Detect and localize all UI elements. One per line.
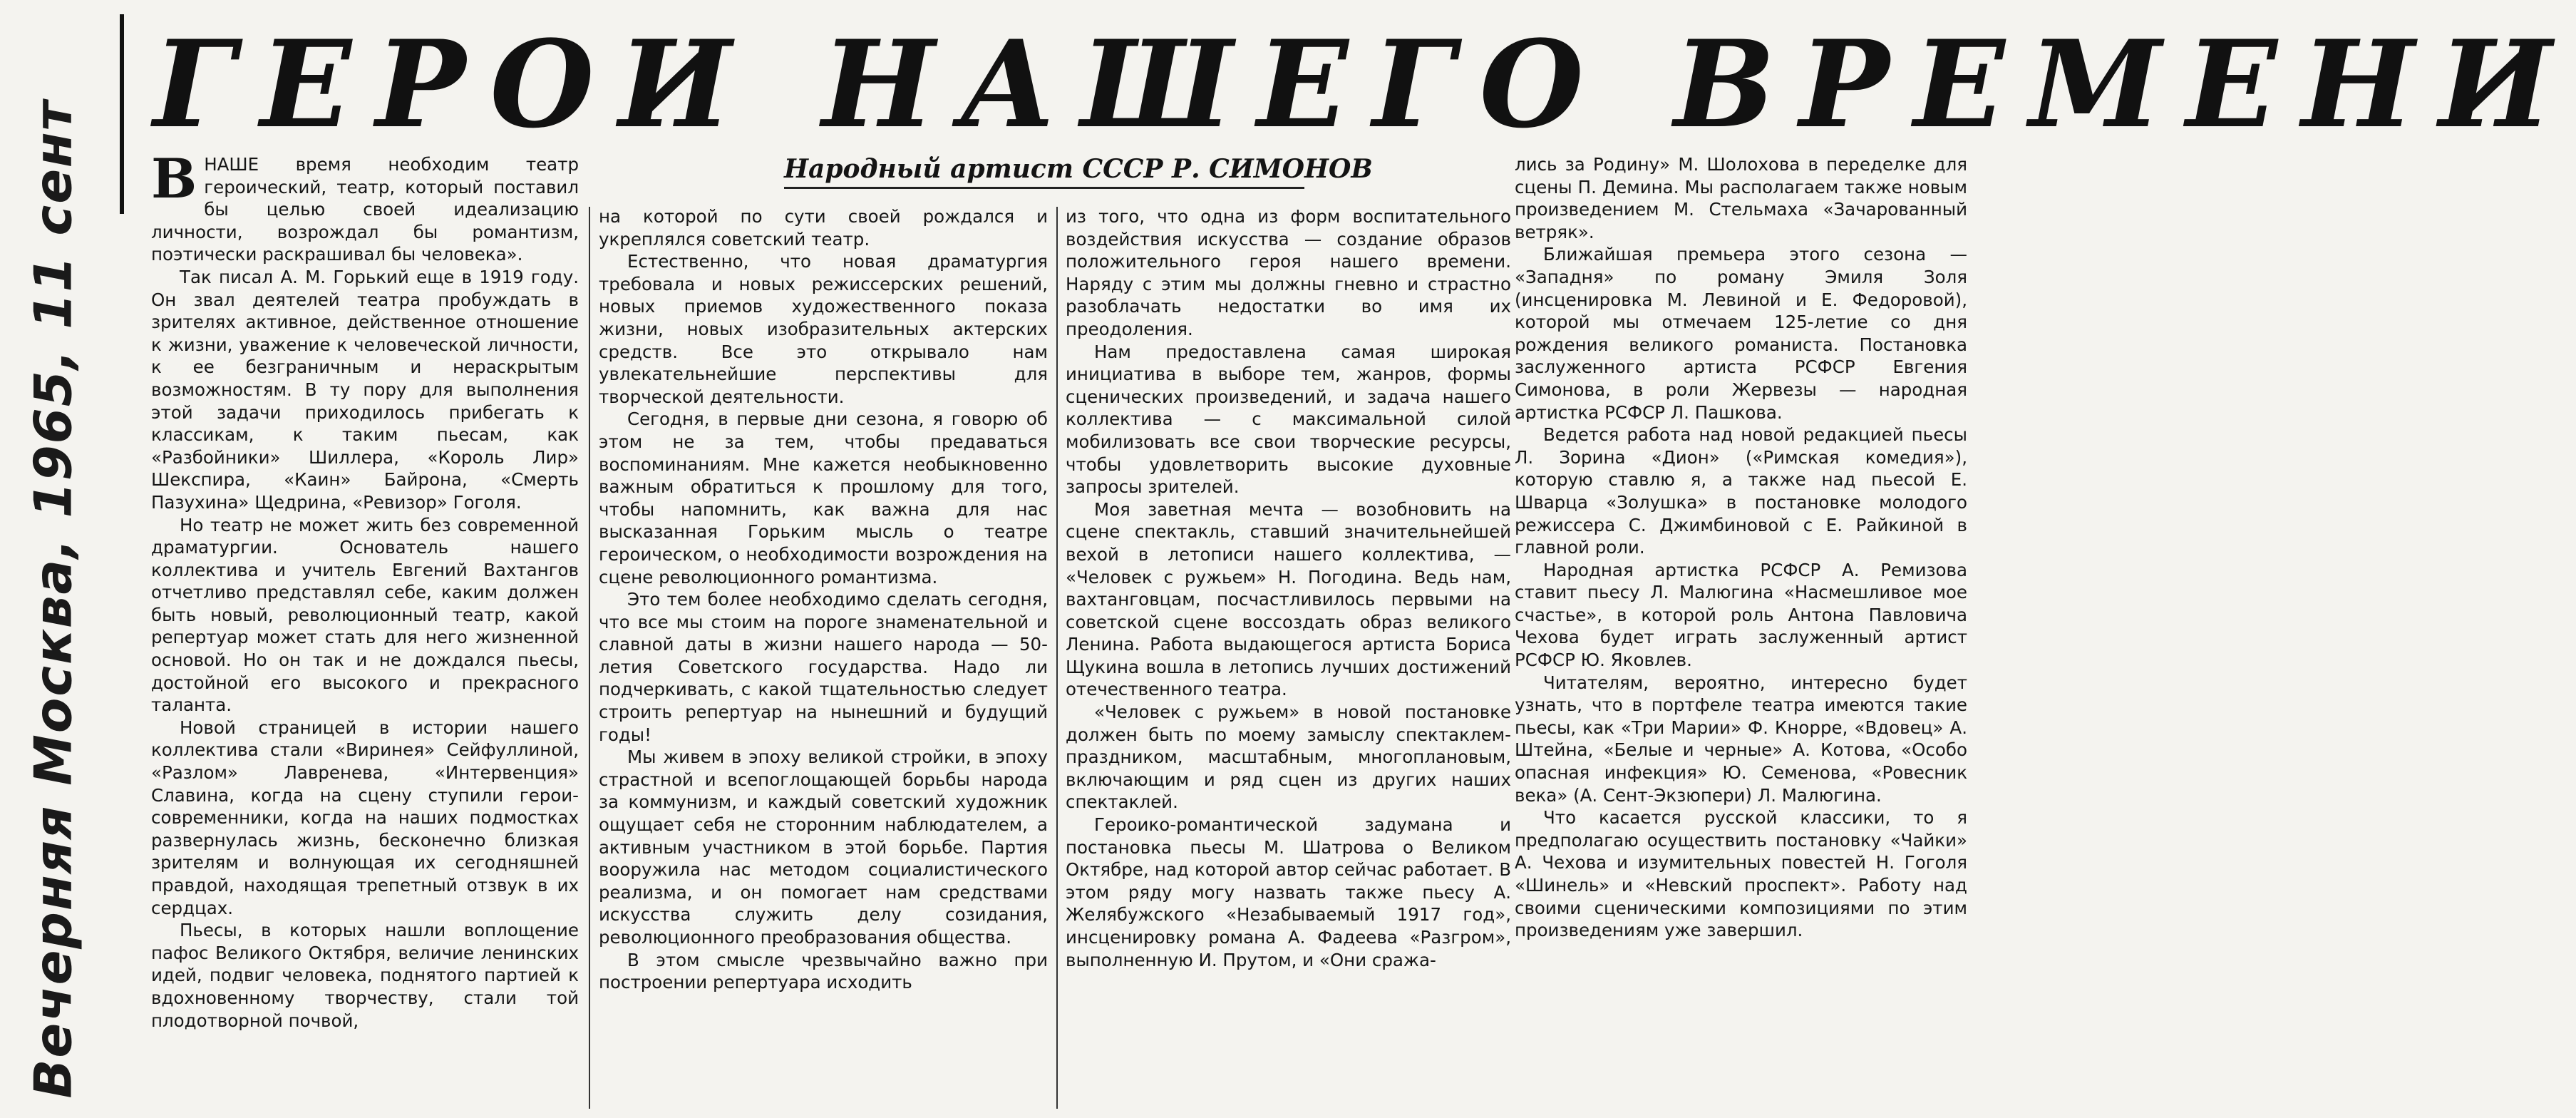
headline: ГЕРОИ НАШЕГО ВРЕМЕНИ — [153, 14, 2576, 155]
article-column-4 — [1515, 153, 1967, 1109]
column-separator — [589, 207, 590, 1109]
paragraph: Ведется работа над новой редакцией пьесы Л. Зорина «Дион» («Римская комедия»), которую ставлю я, а также над пьесой Е. Шварца «Золушка» в постановке молодого режиссера С. Джимбиновой с Е. Райкиной в главной роли. — [1515, 424, 1967, 558]
paragraph: Естественно, что новая драматургия требовала и новых режиссерских решений, новых приемов художественного показа жизни, новых изобразительных актерских средств. Все это открывало нам увлекательнейшие перспективы для творческой деятельности. — [599, 251, 1048, 407]
paragraph: Нам предоставлена самая широкая инициатива в выборе тем, жанров, формы сценических произведений, и задача нашего коллектива — с максимальной силой мобилизовать все свои творческие ресурсы, чтобы удовлетворить высокие духовные запросы зрителей. — [1066, 341, 1511, 498]
paragraph: Новой страницей в истории нашего коллектива стали «Виринея» Сейфуллиной, «Разлом» Лавренева, «Интервенция» Славина, когда на сцену ступили герои-современники, когда на наших подмостках развернулась жизнь, бесконечно близкая зрителям и волнующая их сегодняшней правдой, находящая трепетный отзвук в их сердцах. — [151, 717, 579, 918]
paragraph: Ближайшая премьера этого сезона — «Западня» по роману Эмиля Золя (инсценировка М. Левиной и Е. Федоровой), которой мы отмечаем 125-летие со дня рождения великого романиста. Постановка заслуженного артиста РСФСР Евгения Симонова, в роли Жервезы — народная артистка РСФСР Л. Пашкова. — [1515, 244, 1967, 423]
paragraph: из того, что одна из форм воспитательного воздействия искусства — создание образов положительного героя нашего времени. Наряду с этим мы должны гневно и страстно разоблачать недостатки во имя их преодоления. — [1066, 206, 1511, 339]
vertical-rule — [120, 14, 124, 214]
paragraph: Народная артистка РСФСР А. Ремизова ставит пьесу Л. Малюгина «Насмешливое мое счастье», в которой роль Антона Павловича Чехова будет играть заслуженный артист РСФСР Ю. Яковлев. — [1515, 559, 1967, 671]
byline: Народный артист СССР Р. СИМОНОВ — [784, 151, 1304, 189]
paragraph: ВНАШЕ время необходим театр героический, театр, который поставил бы целью своей идеализацию личности, возрождал бы романтизм, поэтически раскрашивал бы человека». — [151, 147, 579, 265]
paragraph: Сегодня, в первые дни сезона, я говорю об этом не за тем, чтобы предаваться воспоминаниям. Мне кажется необыкновенно важным обратиться к прошлому для того, чтобы напомнить, как важна для нас высказанная Горьким мысль о театре героическом, о необходимости возрождения на сцене революционного романтизма. — [599, 409, 1048, 588]
paragraph: Пьесы, в которых нашли воплощение пафос Великого Октября, величие ленинских идей, подвиг человека, поднятого партией к вдохновенному творчеству, стали той плодотворной почвой, — [151, 920, 579, 1031]
paragraph: Моя заветная мечта — возобновить на сцене спектакль, ставший значительнейшей вехой в летописи нашего коллектива, — «Человек с ружьем» Н. Погодина. Ведь нам, вахтанговцам, посчастливилось первыми на советской сцене воссоздать образ великого Ленина. Работа выдающегося артиста Бориса Щукина вошла в летопись лучших достижений отечественного театра. — [1066, 498, 1511, 700]
paragraph: лись за Родину» М. Шолохова в переделке для сцены П. Демина. Мы располагаем также новым произведением М. Стельмаха «Зачарованный ветряк». — [1515, 154, 1967, 242]
paragraph: «Человек с ружьем» в новой постановке должен быть по моему замыслу спектаклем-праздником, масштабным, многоплановым, включающим и ряд сцен из других наших спектаклей. — [1066, 702, 1511, 813]
paragraph: Что касается русской классики, то я предполагаю осуществить постановку «Чайки» А. Чехова и изумительных повестей Н. Гоголя «Шинель» и «Невский проспект». Работу над своими сценическими композициями по этим произведениям уже завершил. — [1515, 807, 1967, 941]
article-column-2 — [599, 205, 1048, 1111]
drop-cap: В — [151, 147, 197, 210]
paragraph: на которой по сути своей рождался и укреплялся советский театр. — [599, 206, 1048, 250]
paragraph: Так писал А. М. Горький еще в 1919 году. Он звал деятелей театра пробуждать в зрителях активное, действенное отношение к жизни, уважение к человеческой личности, к ее безграничным и нераскрытым возможностям. В ту пору для выполнения этой задачи приходилось прибегать к классикам, к таким пьесам, как «Разбойники» Шиллера, «Король Лир» Шекспира, «Каин» Байрона, «Смерть Пазухина» Щедрина, «Ревизор» Гоголя. — [151, 266, 579, 513]
paragraph: Мы живем в эпоху великой стройки, в эпоху страстной и всепоглощающей борьбы народа за коммунизм, и каждый советский художник ощущает себя не сторонним наблюдателем, а активным участником в этой борьбе. Партия вооружила нас методом социалистического реализма, и он помогает нам средствами искусства служить делу созидания, революционного преобразования общества. — [599, 747, 1048, 948]
column-separator — [1056, 207, 1058, 1109]
paragraph: Но театр не может жить без современной драматургии. Основатель нашего коллектива и учитель Евгений Вахтангов отчетливо представлял себе, каким должен быть новый, революционный театр, какой репертуар может стать для него жизненной основой. Но он так и не дождался пьесы, достойной его высокого и прекрасного таланта. — [151, 514, 579, 716]
paragraph: В этом смысле чрезвычайно важно при построении репертуара исходить — [599, 949, 1048, 993]
article-column-1 — [151, 147, 579, 1109]
paragraph: Героико-романтической задумана и постановка пьесы М. Шатрова о Великом Октябре, над которой автор сейчас работает. В этом ряду могу назвать также пьесу А. Желябужского «Незабываемый 1917 год», инсценировку романа А. Фадеева «Разгром», выполненную И. Прутом, и «Они сража- — [1066, 814, 1511, 970]
paragraph: Читателям, вероятно, интересно будет узнать, что в портфеле театра имеются такие пьесы, как «Три Марии» Ф. Кнорре, «Вдовец» А. Штейна, «Белые и черные» А. Котова, «Особо опасная инфекция» Ю. Семенова, «Ровесник века» (А. Сент-Экзюпери) Л. Малюгина. — [1515, 672, 1967, 806]
paragraph: Это тем более необходимо сделать сегодня, что все мы стоим на пороге знаменательной и славной даты в жизни нашего народа — 50-летия Советского государства. Надо ли подчеркивать, с какой тщательностью следует строить репертуар на нынешний и будущий годы! — [599, 589, 1048, 745]
handwritten-margin-note: Вечерняя Москва, 1965, 11 сент — [24, 99, 84, 1099]
article-column-3 — [1066, 205, 1511, 1111]
